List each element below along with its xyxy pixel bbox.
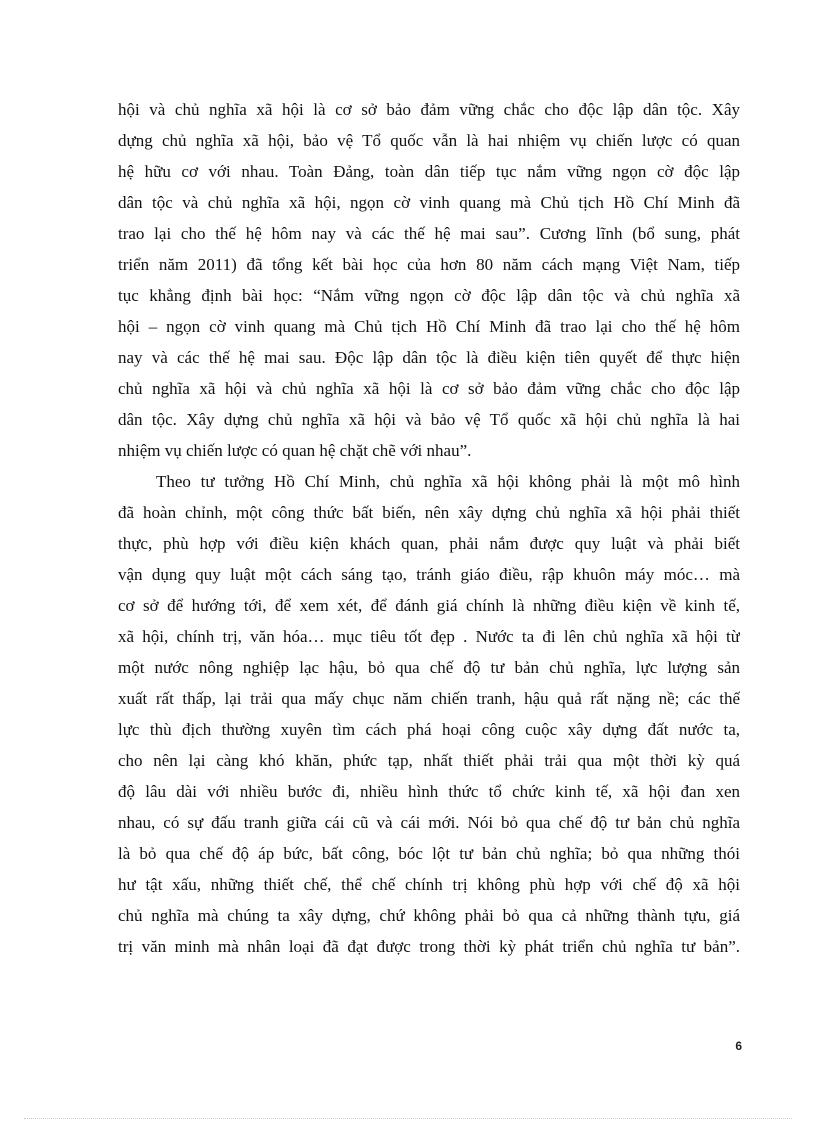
page-number: 6 [735, 1039, 742, 1053]
text-line: chủ nghĩa xã hội và chủ nghĩa xã hội là cơ sở bảo đảm vững chắc cho độc lập [118, 379, 740, 398]
text-line: trao lại cho thế hệ hôm nay và các thế hệ mai sau”. Cương lĩnh (bổ sung, phát [118, 224, 740, 243]
text-line: hư tật xấu, những thiết chế, thể chế chính trị không phù hợp với chế độ xã hội [118, 875, 740, 894]
text-line: độ lâu dài với nhiều bước đi, nhiều hình thức tổ chức kinh tế, xã hội đan xen [118, 782, 740, 801]
text-line: một nước nông nghiệp lạc hậu, bỏ qua chế độ tư bản chủ nghĩa, lực lượng sản [118, 658, 740, 677]
text-line: triển năm 2011) đã tổng kết bài học của hơn 80 năm cách mạng Việt Nam, tiếp [118, 255, 740, 274]
page-bottom-divider [24, 1118, 792, 1119]
text-line: hội và chủ nghĩa xã hội là cơ sở bảo đảm vững chắc cho độc lập dân tộc. Xây [118, 100, 740, 119]
text-line: trị văn minh mà nhân loại đã đạt được trong thời kỳ phát triển chủ nghĩa tư bản”. [118, 937, 740, 956]
text-line: hội – ngọn cờ vinh quang mà Chủ tịch Hồ Chí Minh đã trao lại cho thế hệ hôm [118, 317, 740, 336]
text-line: nhau, có sự đấu tranh giữa cái cũ và cái mới. Nói bỏ qua chế độ tư bản chủ nghĩa [118, 813, 740, 832]
body-text [118, 94, 740, 962]
text-line: xuất rất thấp, lại trải qua mấy chục năm chiến tranh, hậu quả rất nặng nề; các thế [118, 689, 740, 708]
text-line: dân tộc và chủ nghĩa xã hội, ngọn cờ vinh quang mà Chủ tịch Hồ Chí Minh đã [118, 193, 740, 212]
text-line: là bỏ qua chế độ áp bức, bất công, bóc lột tư bản chủ nghĩa; bỏ qua những thói [118, 844, 740, 863]
text-line: dân tộc. Xây dựng chủ nghĩa xã hội và bảo vệ Tổ quốc xã hội chủ nghĩa là hai [118, 410, 740, 429]
text-line: tục khẳng định bài học: “Nắm vững ngọn cờ độc lập dân tộc và chủ nghĩa xã [118, 286, 740, 305]
text-line: đã hoàn chỉnh, một công thức bất biến, nên xây dựng chủ nghĩa xã hội phải thiết [118, 503, 740, 522]
text-line: cho nên lại càng khó khăn, phức tạp, nhất thiết phải trải qua một thời kỳ quá [118, 751, 740, 770]
text-line: nay và các thế hệ mai sau. Độc lập dân tộc là điều kiện tiên quyết để thực hiện [118, 348, 740, 367]
text-line: thực, phù hợp với điều kiện khách quan, phải nắm được quy luật và phải biết [118, 534, 740, 553]
text-line: Theo tư tưởng Hồ Chí Minh, chủ nghĩa xã hội không phải là một mô hình [156, 472, 740, 491]
text-line: lực thù địch thường xuyên tìm cách phá hoại công cuộc xây dựng đất nước ta, [118, 720, 740, 739]
text-line: cơ sở để hướng tới, để xem xét, để đánh giá chính là những điều kiện về kinh tế, [118, 596, 740, 615]
text-line: vận dụng quy luật một cách sáng tạo, tránh giáo điều, rập khuôn máy móc… mà [118, 565, 740, 584]
text-line: chủ nghĩa mà chúng ta xây dựng, chứ không phải bỏ qua cả những thành tựu, giá [118, 906, 740, 925]
text-line: nhiệm vụ chiến lược có quan hệ chặt chẽ với nhau”. [118, 441, 472, 460]
paragraph-continued [118, 94, 740, 466]
text-line: dựng chủ nghĩa xã hội, bảo vệ Tổ quốc vẫn là hai nhiệm vụ chiến lược có quan [118, 131, 740, 150]
text-line: hệ hữu cơ với nhau. Toàn Đảng, toàn dân tiếp tục nắm vững ngọn cờ độc lập [118, 162, 740, 181]
text-line: xã hội, chính trị, văn hóa… mục tiêu tốt đẹp . Nước ta đi lên chủ nghĩa xã hội từ [118, 627, 740, 646]
paragraph [118, 466, 740, 962]
